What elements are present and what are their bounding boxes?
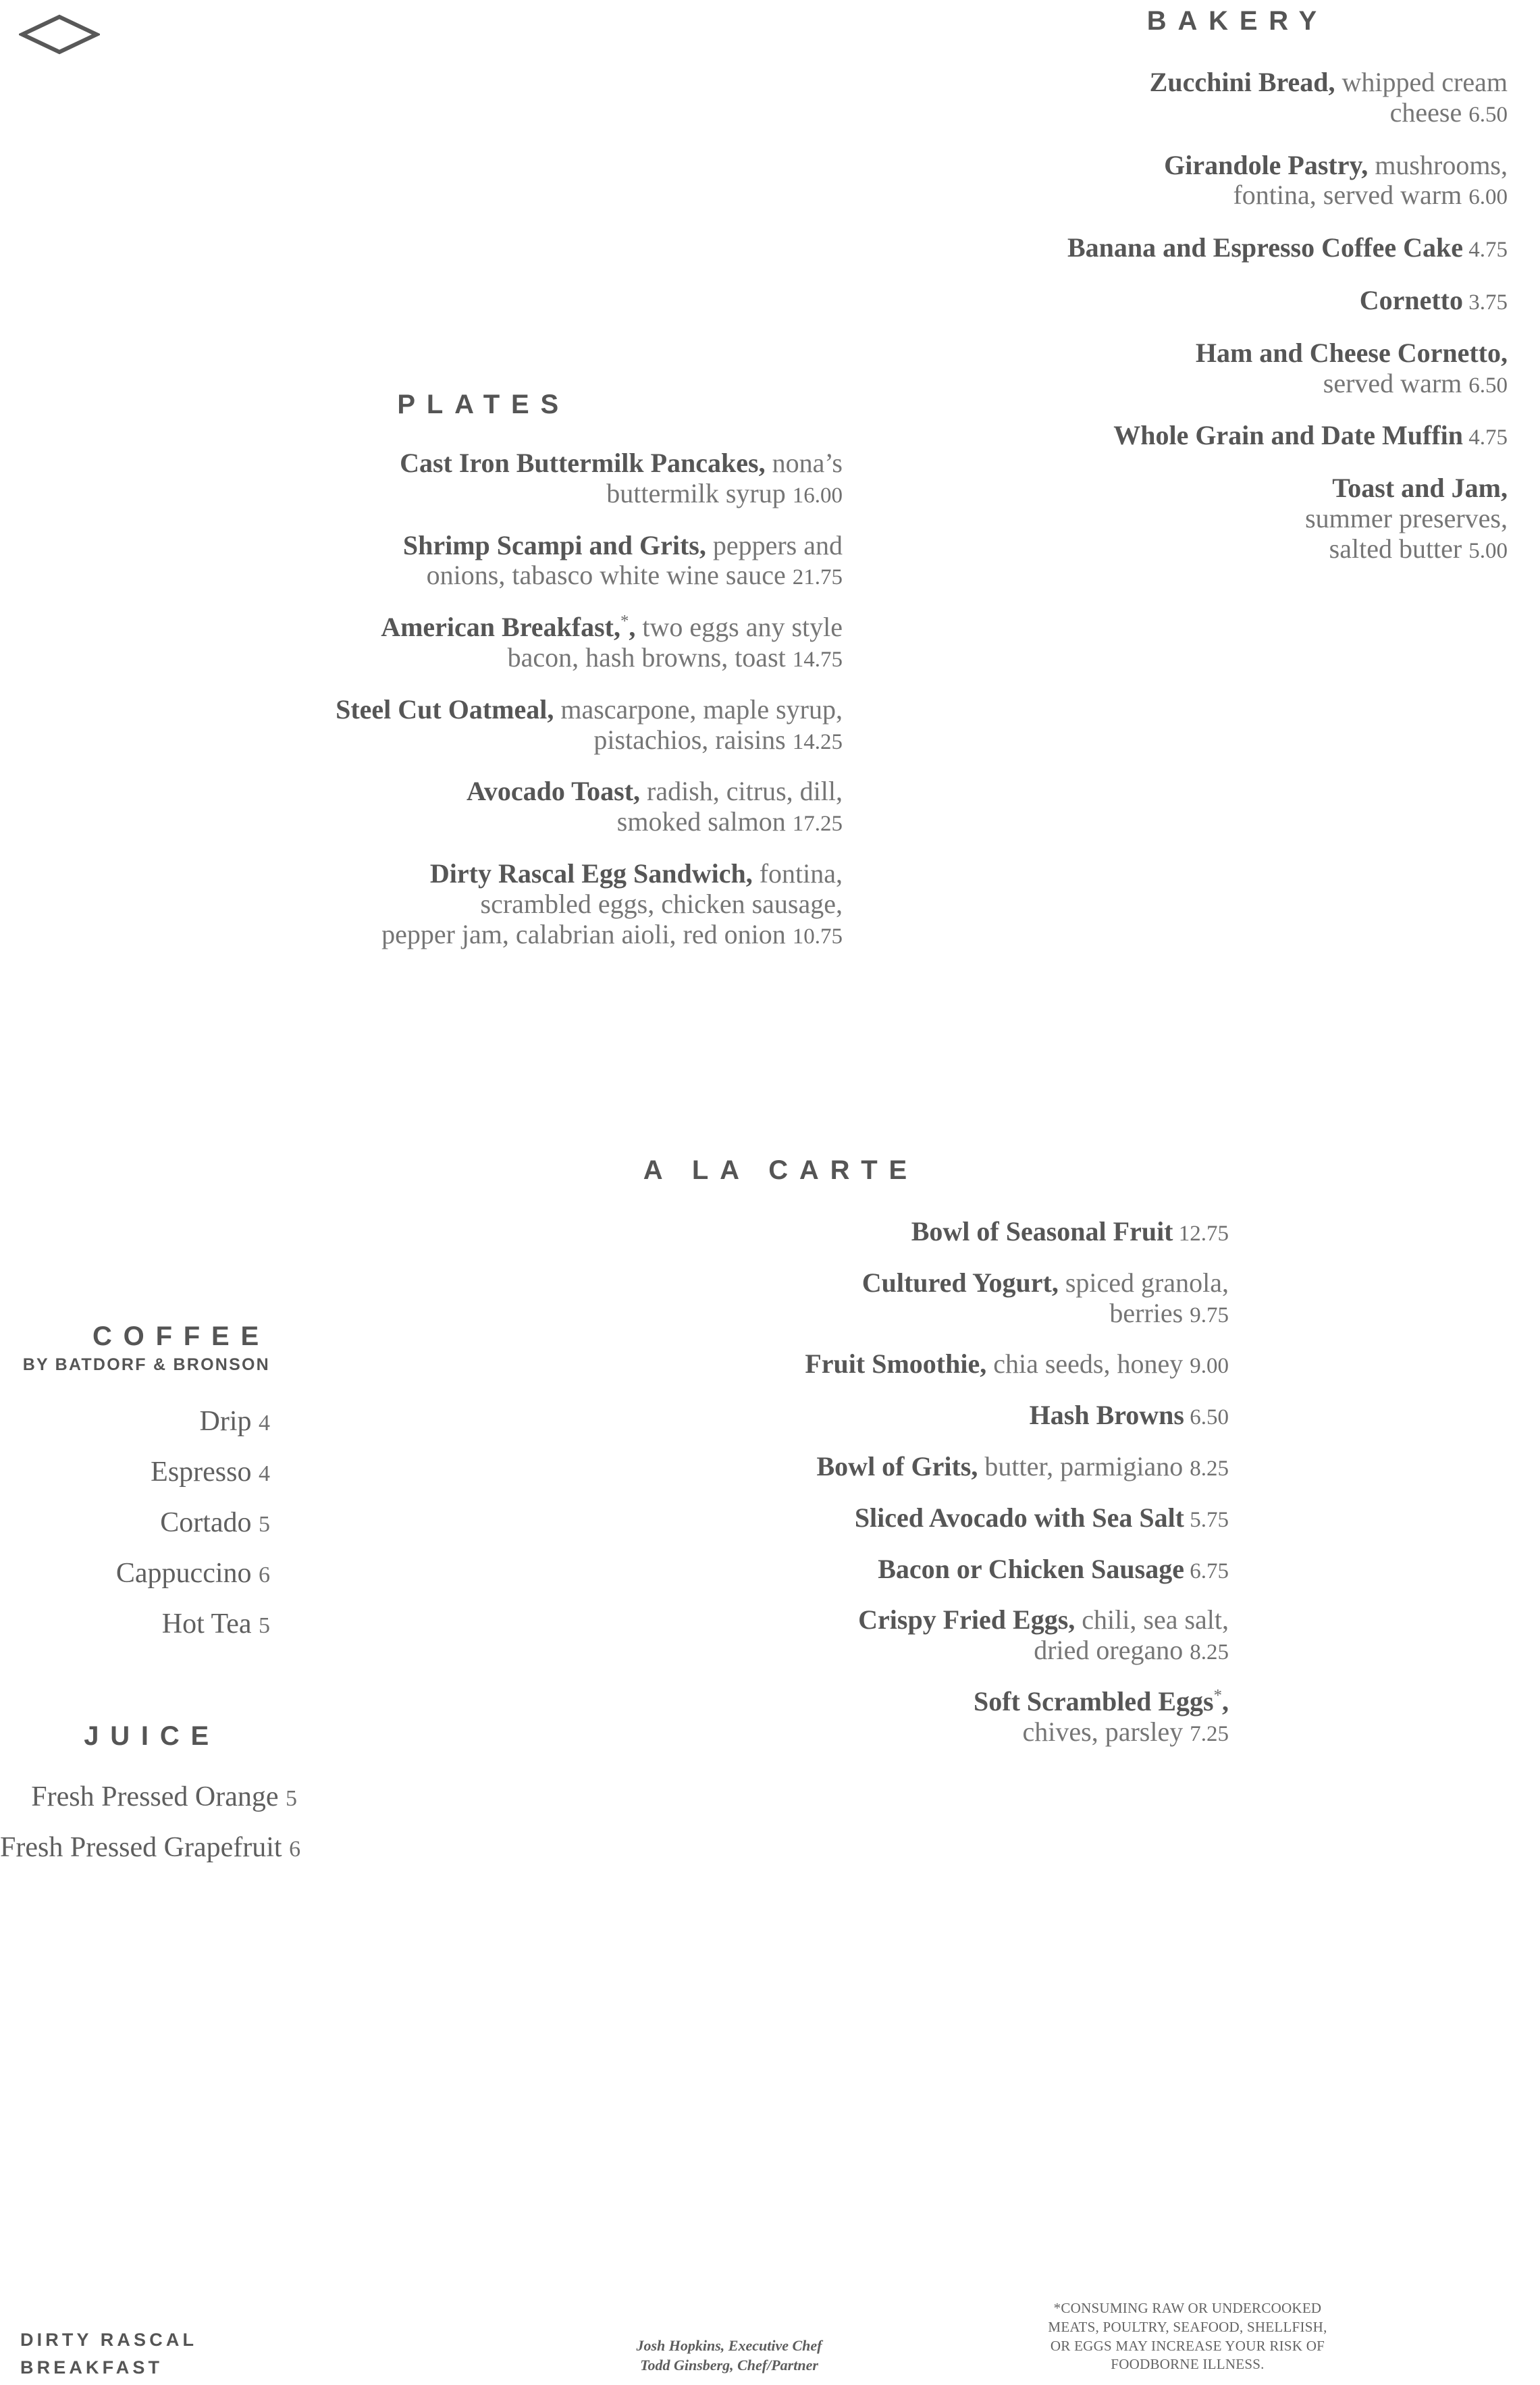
footer-chef-credits bbox=[587, 2336, 871, 2376]
drink-item bbox=[0, 1458, 270, 1486]
menu-item-line bbox=[284, 1605, 1229, 1635]
menu-item bbox=[792, 473, 1508, 564]
menu-item-line bbox=[0, 695, 843, 725]
menu-item-price: 9.75 bbox=[1190, 1303, 1229, 1328]
menu-item-price: 9.00 bbox=[1190, 1354, 1229, 1379]
menu-item-description: scrambled eggs, chicken sausage, bbox=[480, 888, 843, 919]
menu-item-name: Soft Scrambled Eggs bbox=[974, 1685, 1214, 1716]
menu-item-price: 5.00 bbox=[1468, 538, 1508, 563]
disclaimer-line-4: FOODBORNE ILLNESS. bbox=[1111, 2356, 1265, 2373]
menu-item-line bbox=[792, 233, 1508, 263]
section-plates bbox=[0, 390, 843, 971]
menu-item bbox=[792, 68, 1508, 128]
menu-item-line bbox=[792, 504, 1508, 534]
section-heading-plates: PLATES bbox=[397, 390, 570, 419]
menu-item-line bbox=[0, 920, 843, 950]
drink-item-price: 5 bbox=[259, 1613, 270, 1638]
menu-item-price: 6.50 bbox=[1184, 1405, 1229, 1430]
menu-item-description: onions, tabasco white wine sauce bbox=[426, 560, 793, 591]
section-juice bbox=[0, 1721, 301, 1884]
menu-item-line bbox=[792, 473, 1508, 504]
menu-item-price: 6.75 bbox=[1184, 1558, 1229, 1583]
menu-item-name: Avocado Toast, bbox=[466, 776, 641, 807]
menu-item-line bbox=[792, 68, 1508, 98]
diamond-logo-icon bbox=[19, 14, 100, 55]
menu-item-price: 4.75 bbox=[1463, 425, 1508, 450]
menu-item-price: 14.75 bbox=[792, 647, 843, 672]
drink-item-price: 5 bbox=[286, 1786, 297, 1811]
menu-item bbox=[284, 1554, 1229, 1585]
menu-item-line bbox=[284, 1717, 1229, 1748]
menu-item-line bbox=[792, 369, 1508, 399]
menu-item-price: 8.25 bbox=[1190, 1640, 1229, 1665]
section-heading-bakery: BAKERY bbox=[1146, 6, 1328, 36]
menu-item-price: 14.25 bbox=[792, 729, 843, 754]
menu-item-name: Crispy Fried Eggs, bbox=[858, 1604, 1076, 1635]
menu-item-description: nona’s bbox=[765, 448, 843, 478]
menu-item-name: Shrimp Scampi and Grits, bbox=[402, 529, 706, 560]
menu-item-description: fontina, bbox=[752, 858, 843, 889]
menu-item-description: spiced granola, bbox=[1058, 1267, 1229, 1298]
menu-item-line bbox=[792, 180, 1508, 211]
menu-item bbox=[792, 421, 1508, 451]
menu-item-description: pepper jam, calabrian aioli, red onion bbox=[381, 918, 793, 949]
section-a-la-carte bbox=[284, 1156, 1229, 1768]
brand-line-2: BREAKFAST bbox=[20, 2357, 163, 2378]
menu-item-description: whipped cream bbox=[1335, 67, 1508, 97]
menu-item-name: Fruit Smoothie, bbox=[805, 1348, 987, 1380]
footer-brand bbox=[20, 2326, 197, 2381]
menu-item-description: summer preserves, bbox=[1305, 502, 1508, 533]
menu-item bbox=[792, 233, 1508, 263]
menu-item-price: 6.00 bbox=[1468, 185, 1508, 210]
menu-item-price: 8.25 bbox=[1190, 1456, 1229, 1481]
menu-item-line bbox=[284, 1349, 1229, 1380]
menu-item-description: served warm bbox=[1323, 367, 1469, 398]
menu-item-description: cheese bbox=[1389, 97, 1469, 128]
menu-item-name: Cornetto bbox=[1359, 284, 1463, 315]
menu-item-description: bacon, hash browns, toast bbox=[507, 641, 793, 673]
drink-item-name: Fresh Pressed Grapefruit bbox=[0, 1832, 290, 1863]
menu-item-line bbox=[0, 643, 843, 673]
menu-item-line bbox=[0, 777, 843, 807]
menu-item-description: butter, parmigiano bbox=[978, 1450, 1190, 1482]
drink-item-name: Hot Tea bbox=[161, 1608, 259, 1640]
menu-item bbox=[792, 338, 1508, 399]
menu-item-line bbox=[0, 859, 843, 889]
drink-item bbox=[0, 1559, 270, 1588]
menu-item-name: Dirty Rascal Egg Sandwich, bbox=[429, 858, 753, 889]
menu-item-description: pistachios, raisins bbox=[593, 724, 793, 755]
drink-item-price: 6 bbox=[289, 1837, 301, 1862]
credit-executive-chef: Josh Hopkins, Executive Chef bbox=[636, 2336, 822, 2354]
drink-item-price: 4 bbox=[259, 1461, 270, 1486]
menu-item-name: Hash Browns bbox=[1029, 1400, 1184, 1431]
drink-item-name: Cortado bbox=[160, 1506, 259, 1538]
menu-item-line bbox=[792, 534, 1508, 565]
menu-item bbox=[0, 531, 843, 592]
menu-item-line bbox=[792, 338, 1508, 369]
menu-item-line bbox=[792, 286, 1508, 316]
bakery-item-list bbox=[792, 68, 1508, 565]
menu-item-description: dried oregano bbox=[1034, 1635, 1190, 1666]
menu-item-description: smoked salmon bbox=[616, 806, 793, 837]
menu-item-line bbox=[0, 531, 843, 561]
footnote-asterisk: * bbox=[620, 612, 629, 631]
menu-item-name: Ham and Cheese Cornetto, bbox=[1195, 337, 1508, 368]
menu-item-price: 6.50 bbox=[1468, 102, 1508, 127]
menu-item-name: Bacon or Chicken Sausage bbox=[878, 1553, 1184, 1584]
drink-item-name: Cappuccino bbox=[115, 1557, 259, 1589]
menu-item bbox=[792, 286, 1508, 316]
menu-item-line bbox=[0, 725, 843, 756]
menu-item-line bbox=[284, 1687, 1229, 1717]
menu-item-line bbox=[284, 1400, 1229, 1431]
section-heading-a-la-carte: A LA CARTE bbox=[643, 1155, 918, 1185]
menu-item-name: Bowl of Seasonal Fruit bbox=[911, 1216, 1173, 1247]
menu-item-name: Girandole Pastry, bbox=[1164, 149, 1369, 180]
drink-item bbox=[0, 1610, 270, 1638]
disclaimer-line-3: OR EGGS MAY INCREASE YOUR RISK OF bbox=[1050, 2337, 1325, 2354]
menu-item-description: salted butter bbox=[1329, 533, 1469, 564]
menu-item-description: radish, citrus, dill, bbox=[640, 776, 843, 807]
coffee-item-list bbox=[0, 1407, 270, 1638]
menu-item-name: Banana and Espresso Coffee Cake bbox=[1067, 232, 1463, 263]
menu-item-name: Bowl of Grits, bbox=[816, 1450, 978, 1482]
drink-item bbox=[0, 1407, 270, 1436]
drink-item-name: Espresso bbox=[151, 1456, 259, 1488]
coffee-roaster-credit: BY BATDORF & BRONSON bbox=[22, 1355, 270, 1374]
menu-item-description: peppers and bbox=[706, 529, 843, 560]
menu-item bbox=[0, 448, 843, 509]
menu-item-price: 6.50 bbox=[1468, 373, 1508, 398]
menu-item-price: 4.75 bbox=[1463, 238, 1508, 263]
menu-item-description: mascarpone, maple syrup, bbox=[554, 693, 843, 725]
menu-item-name: Sliced Avocado with Sea Salt bbox=[854, 1502, 1184, 1533]
credit-chef-partner: Todd Ginsberg, Chef/Partner bbox=[640, 2357, 818, 2374]
menu-item bbox=[792, 151, 1508, 211]
menu-item-line bbox=[792, 98, 1508, 128]
section-coffee bbox=[0, 1322, 270, 1660]
section-heading-coffee: COFFEE bbox=[92, 1321, 270, 1351]
menu-item bbox=[284, 1268, 1229, 1329]
menu-item bbox=[284, 1687, 1229, 1748]
menu-item bbox=[284, 1349, 1229, 1380]
juice-item-list bbox=[0, 1781, 301, 1863]
drink-item-price: 5 bbox=[259, 1511, 270, 1537]
drink-item-name: Drip bbox=[199, 1405, 259, 1437]
menu-item-name: Steel Cut Oatmeal, bbox=[336, 693, 554, 725]
brand-line-1: DIRTY RASCAL bbox=[20, 2330, 198, 2350]
menu-item-price: 3.75 bbox=[1463, 290, 1508, 315]
menu-item-line bbox=[284, 1217, 1229, 1247]
menu-item-line bbox=[0, 448, 843, 479]
menu-item-description: two eggs any style bbox=[635, 612, 843, 643]
menu-item-line bbox=[0, 612, 843, 643]
menu-item-description: chili, sea salt, bbox=[1075, 1604, 1229, 1635]
menu-item-line bbox=[0, 807, 843, 837]
menu-item bbox=[284, 1503, 1229, 1534]
plates-item-list bbox=[0, 448, 843, 949]
menu-item-description: mushrooms, bbox=[1368, 149, 1508, 180]
menu-item-price: 17.25 bbox=[792, 812, 843, 837]
menu-item-name-tail: , bbox=[1222, 1685, 1229, 1716]
drink-item-name: Fresh Pressed Orange bbox=[31, 1781, 286, 1812]
menu-item bbox=[0, 859, 843, 949]
menu-item-description: fontina, served warm bbox=[1233, 180, 1469, 211]
alacarte-item-list bbox=[284, 1217, 1229, 1748]
menu-item-line bbox=[284, 1635, 1229, 1666]
menu-item bbox=[284, 1452, 1229, 1482]
menu-item-description: chia seeds, honey bbox=[986, 1348, 1190, 1380]
menu-item-description: chives, parsley bbox=[1022, 1716, 1190, 1747]
menu-item-line bbox=[0, 560, 843, 591]
menu-item-name-tail: , bbox=[629, 612, 636, 643]
section-heading-juice: JUICE bbox=[84, 1721, 220, 1751]
menu-item-line bbox=[0, 889, 843, 920]
menu-item-line bbox=[284, 1554, 1229, 1585]
menu-item bbox=[0, 612, 843, 673]
drink-item-price: 6 bbox=[259, 1562, 270, 1588]
menu-item-line bbox=[792, 151, 1508, 181]
menu-item-line bbox=[284, 1299, 1229, 1329]
menu-item-name: Cultured Yogurt, bbox=[861, 1267, 1059, 1298]
menu-item-line bbox=[792, 421, 1508, 451]
menu-item-line bbox=[284, 1503, 1229, 1534]
menu-item-line bbox=[284, 1452, 1229, 1482]
drink-item bbox=[0, 1506, 270, 1538]
disclaimer-line-1: *CONSUMING RAW OR UNDERCOOKED bbox=[1053, 2300, 1322, 2317]
menu-item-name: Zucchini Bread, bbox=[1149, 67, 1335, 97]
drink-item-price: 4 bbox=[259, 1410, 270, 1436]
menu-item-name: Cast Iron Buttermilk Pancakes, bbox=[400, 448, 766, 478]
menu-item-price: 16.00 bbox=[792, 483, 843, 508]
menu-item-line bbox=[0, 479, 843, 509]
menu-item-description: berries bbox=[1109, 1297, 1190, 1328]
menu-item-description: buttermilk syrup bbox=[606, 477, 793, 508]
menu-item-price: 7.25 bbox=[1190, 1721, 1229, 1746]
menu-item-price: 10.75 bbox=[792, 924, 843, 949]
menu-item-price: 12.75 bbox=[1173, 1222, 1229, 1246]
footer-health-disclaimer bbox=[1012, 2299, 1363, 2374]
section-bakery bbox=[792, 0, 1508, 590]
menu-item bbox=[0, 695, 843, 756]
menu-item-name: Whole Grain and Date Muffin bbox=[1113, 420, 1463, 451]
menu-item-price: 21.75 bbox=[792, 565, 843, 590]
menu-item bbox=[0, 777, 843, 837]
menu-item bbox=[284, 1400, 1229, 1431]
disclaimer-line-2: MEATS, POULTRY, SEAFOOD, SHELLFISH, bbox=[1048, 2318, 1327, 2335]
menu-item-name: Toast and Jam, bbox=[1332, 473, 1508, 504]
menu-item bbox=[284, 1217, 1229, 1247]
menu-item bbox=[284, 1605, 1229, 1666]
footnote-asterisk: * bbox=[1213, 1686, 1222, 1705]
menu-item-name: American Breakfast, bbox=[381, 612, 620, 643]
drink-item bbox=[0, 1783, 297, 1811]
menu-item-price: 5.75 bbox=[1184, 1507, 1229, 1532]
menu-item-line bbox=[284, 1268, 1229, 1299]
drink-item bbox=[0, 1832, 301, 1863]
